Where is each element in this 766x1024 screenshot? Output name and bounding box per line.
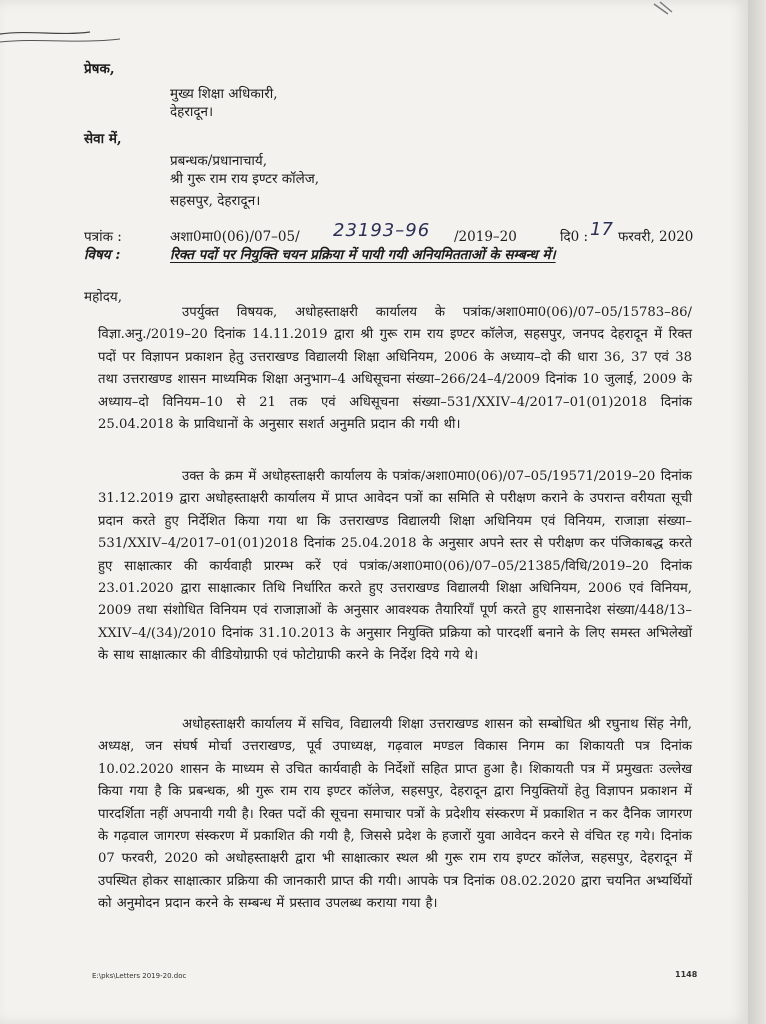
- reference-year: /2019–20: [454, 229, 517, 245]
- to-label: सेवा में,: [84, 131, 122, 147]
- recipient-designation: प्रबन्धक/प्रधानाचार्य,: [170, 153, 268, 169]
- body-paragraph-3: अधोहस्ताक्षरी कार्यालय में सचिव, विद्यालयी शिक्षा उत्तराखण्ड शासन को सम्बोधित श्री रघुनाथ सिंह नेगी, अध्यक्ष, जन संघर्ष मोर्चा उत्तराखण्ड, पूर्व उपाध्यक्ष, गढ़वाल मण्डल विकास निगम का शिकायती पत्र दिनांक 10.02.2020 शासन के माध्यम से उचित कार्यवाही के निर्देशों सहित प्राप्त हुआ है। शिकायती पत्र में प्रमुखतः उल्लेख किया गया है कि प्रबन्धक, श्री गुरू राम राय इण्टर कॉलेज, सहसपुर, देहरादून द्वारा नियुक्तियों हेतु विज्ञापन प्रकाशन में पारदर्शिता नहीं अपनायी गयी है। रिक्त पदों की सूचना समाचार पत्रों के प्रदेशीय संस्करण में प्रकाशित न कर दैनिक जागरण के गढ़वाल जागरण संस्करण में प्रकाशित की गयी है, जिससे प्रदेश के हजारों युवा आवेदन करने से वंचित रह गये। दिनांक 07 फरवरी, 2020 को अधोहस्ताक्षरी द्वारा भी साक्षात्कार स्थल श्री गुरू राम राय इण्टर कॉलेज, सहसपुर, देहरादून में उपस्थित होकर साक्षात्कार प्रक्रिया की जानकारी प्राप्त की गयी। आपके पत्र दिनांक 08.02.2020 द्वारा चयनित अभ्यर्थियों को अनुमोदन प्रदान करने के सम्बन्ध में प्रस्ताव उपलब्ध कराया गया है।: [98, 717, 692, 912]
- recipient-college: श्री गुरू राम राय इण्टर कॉलेज,: [170, 171, 320, 187]
- reference-handwritten-number: 23193–96: [333, 220, 431, 241]
- subject-text: रिक्त पदों पर नियुक्ति चयन प्रक्रिया में पायी गयी अनियमितताओं के सम्बन्ध में।: [170, 247, 556, 263]
- footer-code: 1148: [675, 970, 698, 979]
- date-label: दि0 :: [560, 229, 589, 245]
- footer-file-path: E:\pks\Letters 2019-20.doc: [92, 972, 187, 980]
- sender-city: देहरादून।: [170, 104, 214, 120]
- from-label: प्रेषक,: [84, 61, 115, 77]
- background-surface: [748, 0, 766, 1024]
- pin-mark-icon: [650, 0, 690, 20]
- salutation: महोदय,: [84, 289, 123, 305]
- date-handwritten-day: 17: [590, 219, 613, 240]
- date-month-year: फरवरी, 2020: [618, 229, 694, 245]
- body-paragraph-2: उक्त के क्रम में अधोहस्ताक्षरी कार्यालय के पत्रांक/अशा0मा0(06)/07–05/19571/2019–20 दिनांक 31.12.2019 द्वारा अधोहस्ताक्षरी कार्यालय में प्राप्त आवेदन पत्रों का समिति से परीक्षण कराने के उपरान्त वरीयता सूची प्रदान करते हुए निर्देशित किया गया था कि उत्तराखण्ड विद्यालयी शिक्षा अधिनियम एवं विनियम, राजाज्ञा संख्या–531/XXIV–4/2017–01(01)2018 दिनांक 25.04.2018 के अनुसार अपने स्तर से परीक्षण कर पंजिकाबद्ध करते हुए साक्षात्कार की कार्यवाही प्रारम्भ करें एवं पत्रांक/अशा0मा0(06)/07–05/21385/विधि/2019–20 दिनांक 23.01.2020 द्वारा साक्षात्कार तिथि निर्धारित करते हुए उत्तराखण्ड विद्यालयी शिक्षा अधिनियम, 2006 एवं विनियम, 2009 तथा संशोधित विनियम एवं राजाज्ञाओं के अनुसार आवश्यक तैयारियाँ पूर्ण करते हुए शासनादेश संख्या/448/13–XXIV–4/(34)/2010 दिनांक 31.10.2013 के अनुसार नियुक्ति प्रक्रिया को पारदर्शी बनाने के लिए समस्त अभिलेखों के साथ साक्षात्कार की वीडियोग्राफी एवं फोटोग्राफी करने के निर्देश दिये गये थे।: [98, 469, 692, 664]
- recipient-address: सहसपुर, देहरादून।: [170, 193, 261, 209]
- subject-label: विषय :: [84, 247, 121, 263]
- sender-designation: मुख्य शिक्षा अधिकारी,: [170, 86, 278, 102]
- body-paragraph-1: उपर्युक्त विषयक, अधोहस्ताक्षरी कार्यालय के पत्रांक/अशा0मा0(06)/07–05/15783–86/विज्ञा.अनु./2019–20 दिनांक 14.11.2019 द्वारा श्री गुरू राम राय इण्टर कॉलेज, सहसपुर, जनपद देहरादून में रिक्त पदों पर विज्ञापन प्रकाशन हेतु उत्तराखण्ड विद्यालयी शिक्षा अधिनियम, 2006 के अध्याय–दो की धारा 36, 37 एवं 38 तथा उत्तराखण्ड शासन माध्यमिक शिक्षा अनुभाग–4 अधिसूचना संख्या–266/24–4/2009 दिनांक 10 जुलाई, 2009 के अध्याय–दो विनियम–10 से 21 तक एवं अधिसूचना संख्या–531/XXIV–4/2017–01(01)2018 दिनांक 25.04.2018 के प्राविधानों के अनुसार सशर्त अनुमति प्रदान की गयी थी।: [98, 305, 692, 433]
- reference-label: पत्रांक :: [84, 229, 122, 245]
- pen-stroke-marks: [0, 20, 150, 50]
- reference-prefix: अशा0मा0(06)/07–05/: [170, 229, 300, 245]
